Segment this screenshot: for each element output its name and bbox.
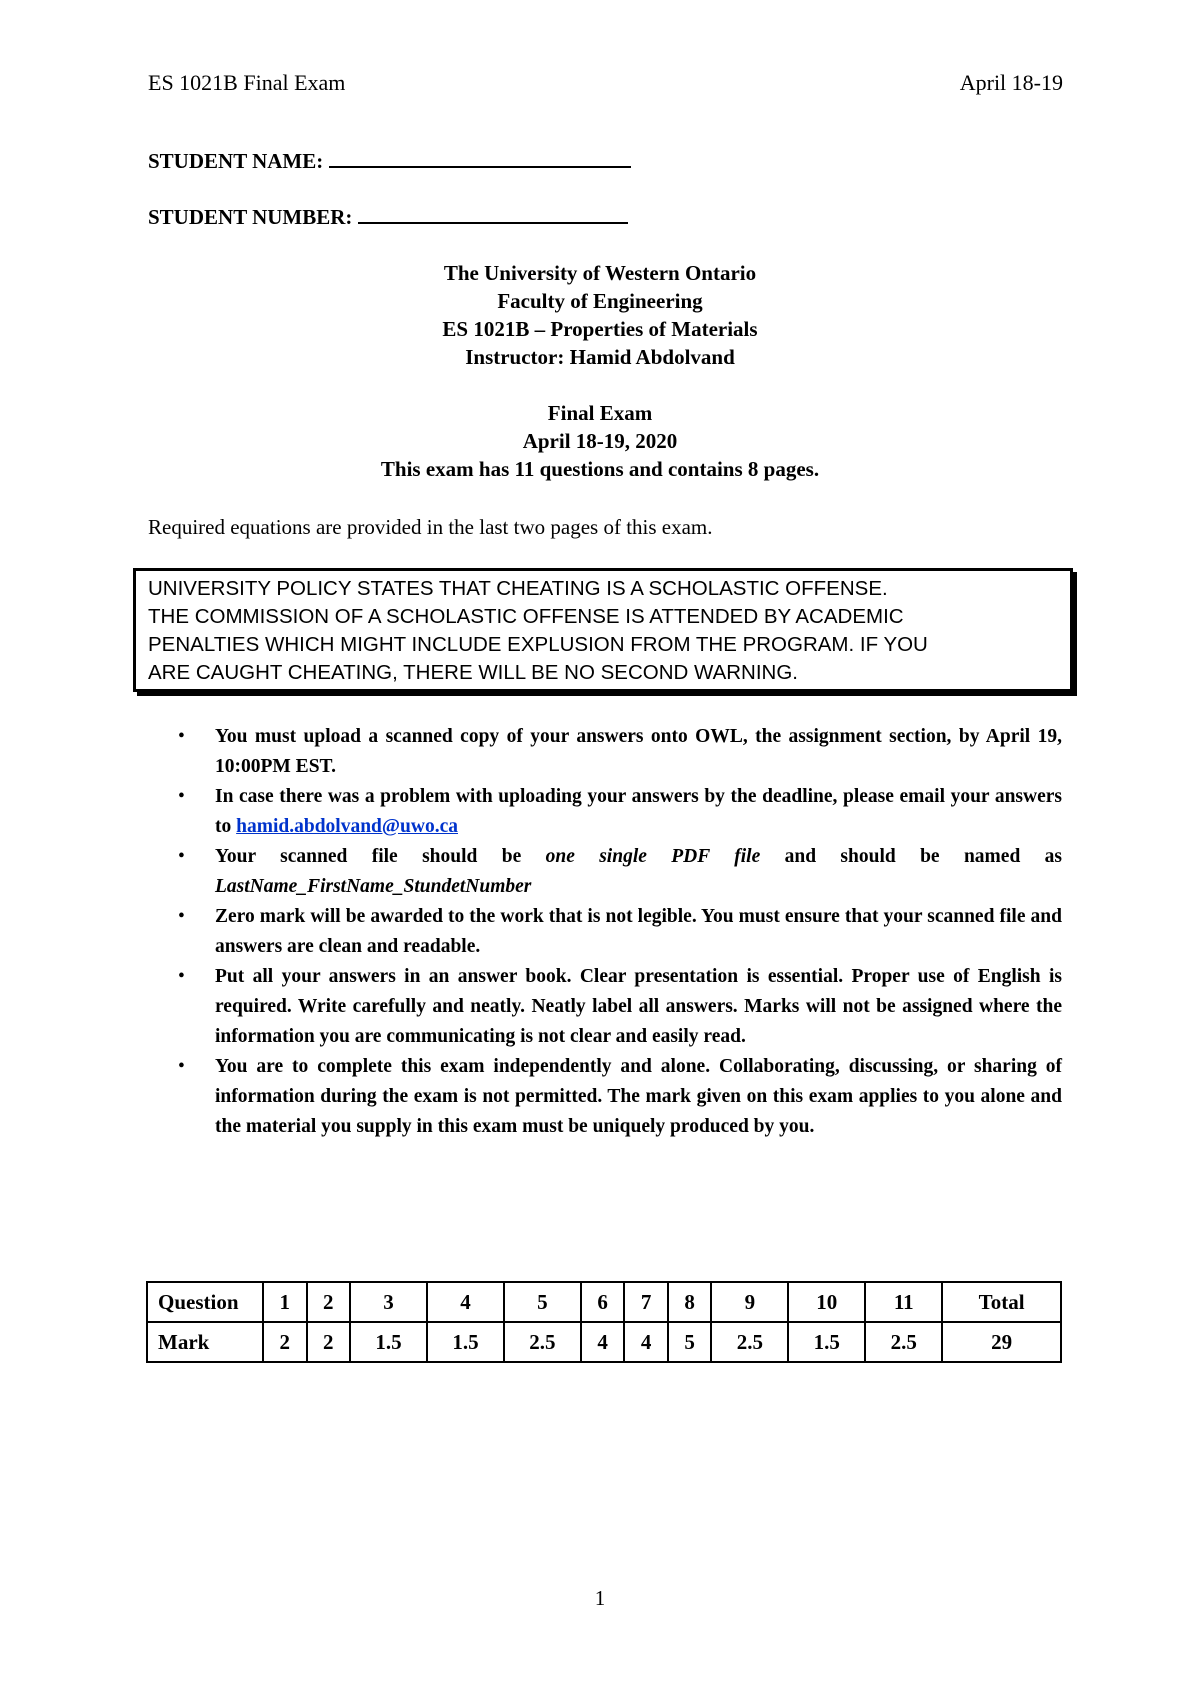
mark-cell: 2.5 xyxy=(504,1322,581,1362)
header-date: April 18-19 xyxy=(959,70,1063,95)
question-cell: 5 xyxy=(504,1282,581,1322)
instruction-item xyxy=(178,782,1062,842)
mark-cell: 2.5 xyxy=(865,1322,942,1362)
student-number-label: STUDENT NUMBER: xyxy=(148,205,353,229)
exam-summary: This exam has 11 questions and contains 8 pages. xyxy=(380,457,820,481)
question-cell: 2 xyxy=(307,1282,351,1322)
instruction-item xyxy=(178,722,1062,782)
mark-cell: 1.5 xyxy=(427,1322,504,1362)
mark-cell: 4 xyxy=(581,1322,625,1362)
instructor-name: Instructor: Hamid Abdolvand xyxy=(465,345,735,369)
mark-cell: 2.5 xyxy=(711,1322,788,1362)
student-number-blank[interactable] xyxy=(358,204,628,224)
bullet-icon: • xyxy=(178,846,185,867)
student-number-line xyxy=(148,204,628,230)
mark-cell: 4 xyxy=(624,1322,668,1362)
policy-line-3: PENALTIES WHICH MIGHT INCLUDE EXPLUSION FROM THE PROGRAM. IF YOU xyxy=(148,633,928,656)
table-row-label: Mark xyxy=(147,1322,263,1362)
university-name: The University of Western Ontario xyxy=(443,261,757,285)
exam-info-block xyxy=(0,399,1200,483)
bullet-icon: • xyxy=(178,786,185,807)
bullet-icon: • xyxy=(178,726,185,747)
mark-cell: 5 xyxy=(668,1322,712,1362)
question-total-cell: Total xyxy=(942,1282,1061,1322)
exam-date: April 18-19, 2020 xyxy=(522,429,678,453)
title-block xyxy=(0,259,1200,371)
instruction-item xyxy=(178,902,1062,962)
instruction-text: Your scanned file should be xyxy=(215,846,546,867)
marks-table xyxy=(146,1281,1062,1363)
mark-cell: 2 xyxy=(307,1322,351,1362)
mark-cell: 1.5 xyxy=(350,1322,427,1362)
instruction-emphasis: one single PDF file xyxy=(545,846,761,867)
instruction-text: In case there was a problem with uploading your answers by the deadline, please email your answers to xyxy=(215,786,1062,837)
bullet-icon: • xyxy=(178,1056,185,1077)
bullet-icon: • xyxy=(178,906,185,927)
question-cell: 3 xyxy=(350,1282,427,1322)
course-name: ES 1021B – Properties of Materials xyxy=(442,317,758,341)
question-cell: 4 xyxy=(427,1282,504,1322)
filename-format: LastName_FirstName_StundetNumber xyxy=(215,876,532,897)
question-cell: 8 xyxy=(668,1282,712,1322)
question-cell: 7 xyxy=(624,1282,668,1322)
page-number: 1 xyxy=(594,1586,606,1610)
student-name-label: STUDENT NAME: xyxy=(148,149,324,173)
instruction-item xyxy=(178,1052,1062,1142)
instruction-item xyxy=(178,842,1062,902)
table-row-questions xyxy=(147,1282,1061,1322)
instructions-list xyxy=(178,722,1062,1142)
mark-cell: 2 xyxy=(263,1322,307,1362)
table-row-label: Question xyxy=(147,1282,263,1322)
question-cell: 9 xyxy=(711,1282,788,1322)
required-equations-note: Required equations are provided in the last two pages of this exam. xyxy=(148,515,713,539)
mark-total-cell: 29 xyxy=(942,1322,1061,1362)
policy-line-1: UNIVERSITY POLICY STATES THAT CHEATING IS A SCHOLASTIC OFFENSE. xyxy=(148,577,888,600)
question-cell: 1 xyxy=(263,1282,307,1322)
header-course-title: ES 1021B Final Exam xyxy=(148,70,346,95)
policy-line-4: ARE CAUGHT CHEATING, THERE WILL BE NO SECOND WARNING. xyxy=(148,661,799,684)
question-cell: 6 xyxy=(581,1282,625,1322)
bullet-icon: • xyxy=(178,966,185,987)
instruction-text: You are to complete this exam independently and alone. Collaborating, discussing, or sharing of information during the exam is not permitted. The mark given on this exam applies to you alone and the material you supply in this exam must be uniquely produced by you. xyxy=(215,1056,1062,1137)
mark-cell: 1.5 xyxy=(788,1322,865,1362)
exam-title: Final Exam xyxy=(547,401,653,425)
instruction-text: You must upload a scanned copy of your answers onto OWL, the assignment section, by April 19, 10:00PM EST. xyxy=(215,726,1062,777)
instruction-text: Put all your answers in an answer book. Clear presentation is essential. Proper use of English is required. Write carefully and neatly. Neatly label all answers. Marks will not be assigned where the information you are communicating is not clear and easily read. xyxy=(215,966,1062,1047)
policy-line-2: THE COMMISSION OF A SCHOLASTIC OFFENSE IS ATTENDED BY ACADEMIC xyxy=(148,605,904,628)
student-name-blank[interactable] xyxy=(329,148,631,168)
faculty-name: Faculty of Engineering xyxy=(497,289,703,313)
table-row-marks xyxy=(147,1322,1061,1362)
question-cell: 11 xyxy=(865,1282,942,1322)
instructor-email-link[interactable]: hamid.abdolvand@uwo.ca xyxy=(236,816,458,837)
instruction-item xyxy=(178,962,1062,1052)
instruction-text: Zero mark will be awarded to the work that is not legible. You must ensure that your scanned file and answers are clean and readable. xyxy=(215,906,1062,957)
cheating-policy-box xyxy=(133,568,1073,692)
instruction-text: and should be named as xyxy=(760,846,1062,867)
question-cell: 10 xyxy=(788,1282,865,1322)
student-name-line xyxy=(148,148,631,174)
